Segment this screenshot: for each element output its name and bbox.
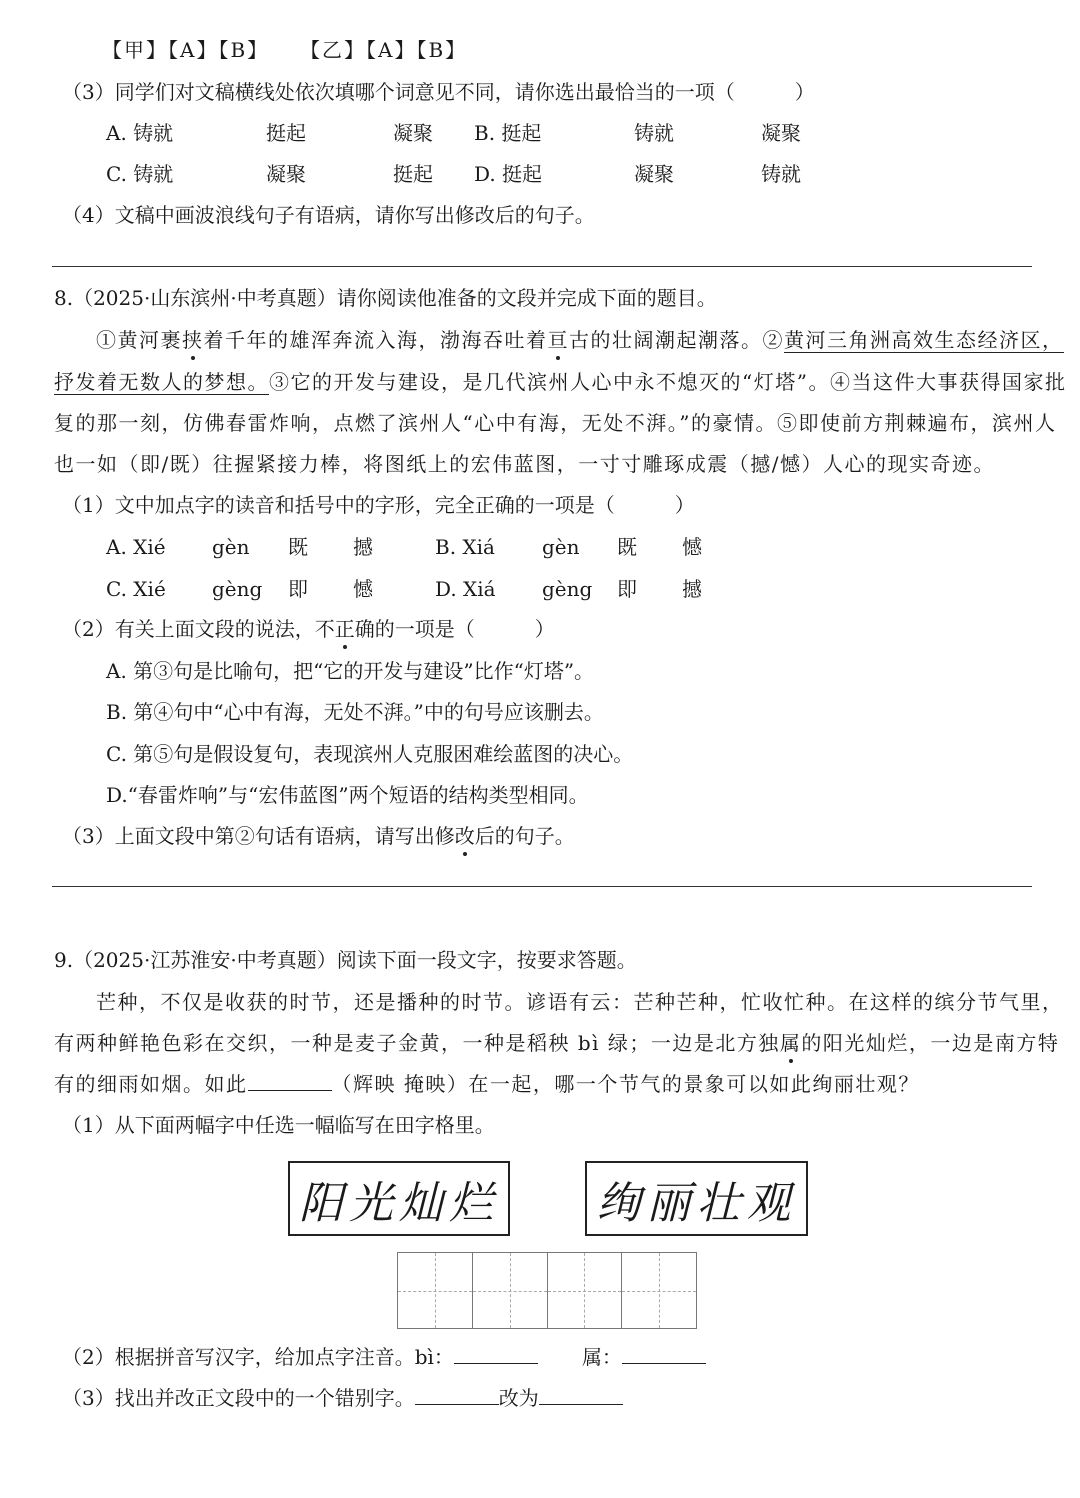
- dotted-char: 亘: [547, 328, 569, 352]
- q7-option-d-word3: 铸就: [761, 162, 801, 186]
- pinyin: gèn: [542, 535, 580, 559]
- yi-label: 【乙】【A】【B】: [300, 38, 468, 62]
- jia-label: 【甲】【A】【B】: [102, 38, 270, 62]
- char: 既: [288, 535, 308, 559]
- q9-passage-line3: 有的细雨如烟。如此 （辉映 掩映）在一起，哪一个节气的景象可以如此绚丽壮观？: [54, 1072, 920, 1096]
- calligraphy-sample-1: 阳光灿烂: [288, 1161, 510, 1236]
- pinyin: gèng: [212, 577, 263, 601]
- q8-sub1-option-d: D. Xiá: [435, 577, 496, 601]
- calligraphy-sample-2: 绚丽壮观: [585, 1161, 808, 1236]
- q9-sub1: （1）从下面两幅字中任选一幅临写在田字格里。: [62, 1113, 495, 1137]
- q8-passage-line1: ①黄河裹挟着千年的雄浑奔流入海，渤海吞吐着亘古的壮阔潮起潮落。②黄河三角洲高效生态经济区，: [96, 328, 1064, 352]
- pinyin: gèn: [212, 535, 250, 559]
- q7-option-a-word3: 凝聚: [393, 121, 433, 145]
- q8-sub3: （3）上面文段中第②句话有语病，请写出修改后的句子。: [62, 824, 575, 848]
- answer-blank-bi[interactable]: [454, 1363, 538, 1364]
- q7-option-b: B. 挺起: [474, 121, 542, 145]
- q8-passage-line4: 也一如（即/既）往握紧接力棒，将图纸上的宏伟蓝图，一寸寸雕琢成震（撼/憾）人心的现实奇迹。: [54, 452, 995, 476]
- q8-sub1-option-b: B. Xiá: [435, 535, 495, 559]
- q9-passage-line2: 有两种鲜艳色彩在交织，一种是麦子金黄，一种是稻秧 bì 绿；一边是北方独属的阳光灿烂，一边是南方特: [54, 1031, 1060, 1055]
- q9-passage-line1: 芒种，不仅是收获的时节，还是播种的时节。谚语有云：芒种芒种，忙收忙种。在这样的缤分节气里，: [96, 990, 1064, 1014]
- grid-cell[interactable]: [473, 1253, 548, 1328]
- q7-option-c-word3: 挺起: [393, 162, 433, 186]
- q8-sub1-option-a: A. Xié: [106, 535, 166, 559]
- q7-option-b-word2: 铸就: [634, 121, 674, 145]
- q7-option-d-word2: 凝聚: [634, 162, 674, 186]
- char: 憾: [682, 535, 702, 559]
- q8-title: 8.（2025·山东滨州·中考真题）请你阅读他准备的文段并完成下面的题目。: [54, 286, 717, 310]
- char: 憾: [353, 577, 373, 601]
- q9-sub3: （3）找出并改正文段中的一个错别字。 改为: [62, 1384, 623, 1412]
- q8-sub2: （2）有关上面文段的说法，不正确的一项是（ ）: [62, 617, 555, 641]
- q7-option-c: C. 铸就: [106, 162, 174, 186]
- dotted-char: 属: [779, 1031, 802, 1055]
- char: 即: [617, 577, 637, 601]
- underlined-sentence: 抒发着无数人的梦想。: [54, 370, 269, 394]
- tianzige-grid[interactable]: [397, 1252, 697, 1329]
- char: 撼: [682, 577, 702, 601]
- q8-sub2-option-c: C. 第⑤句是假设复句，表现滨州人克服困难绘蓝图的决心。: [106, 742, 634, 766]
- q8-sub1-option-c: C. Xié: [106, 577, 166, 601]
- grid-cell[interactable]: [398, 1253, 473, 1328]
- pinyin: gèng: [542, 577, 593, 601]
- q9-sub2: （2）根据拼音写汉字，给加点字注音。bì： 属：: [62, 1343, 706, 1371]
- char: 撼: [353, 535, 373, 559]
- q7-option-a-word2: 挺起: [266, 121, 306, 145]
- q8-passage-line2: 抒发着无数人的梦想。③它的开发与建设，是几代滨州人心中永不熄灭的“灯塔”。④当这件大事获得国家批: [54, 370, 1067, 394]
- q8-sub2-option-d: D.“春雷炸响”与“宏伟蓝图”两个短语的结构类型相同。: [106, 783, 589, 807]
- answer-blank-correct-char[interactable]: [539, 1404, 623, 1405]
- answer-blank-shu[interactable]: [622, 1363, 706, 1364]
- char: 即: [288, 577, 308, 601]
- grid-cell[interactable]: [622, 1253, 696, 1328]
- q7-sub4: （4）文稿中画波浪线句子有语病，请你写出修改后的句子。: [62, 203, 595, 227]
- fill-blank[interactable]: [248, 1090, 332, 1091]
- underlined-sentence: 黄河三角洲高效生态经济区，: [784, 328, 1064, 352]
- q8-sub2-option-a: A. 第③句是比喻句，把“它的开发与建设”比作“灯塔”。: [106, 659, 595, 683]
- q7-option-b-word3: 凝聚: [761, 121, 801, 145]
- q9-title: 9.（2025·江苏淮安·中考真题）阅读下面一段文字，按要求答题。: [54, 948, 637, 972]
- q7-option-a: A. 铸就: [106, 121, 174, 145]
- q8-passage-line3: 复的那一刻，仿佛春雷炸响，点燃了滨州人“心中有海，无处不湃。”的豪情。⑤即使前方荆棘遍布，滨州人: [54, 411, 1057, 435]
- dotted-word: 不正确: [314, 617, 375, 641]
- q7-option-d: D. 挺起: [474, 162, 543, 186]
- answer-line: [52, 266, 1032, 267]
- grid-cell[interactable]: [548, 1253, 623, 1328]
- q7-sub3: （3）同学们对文稿横线处依次填哪个词意见不同，请你选出最恰当的一项（ ）: [62, 80, 815, 104]
- q8-sub2-option-b: B. 第④句中“心中有海，无处不湃。”中的句号应该删去。: [106, 700, 604, 724]
- q7-option-c-word2: 凝聚: [266, 162, 306, 186]
- dotted-char: 挟: [182, 328, 204, 352]
- dotted-word: 修改后: [434, 824, 495, 848]
- q8-sub1: （1）文中加点字的读音和括号中的字形，完全正确的一项是（ ）: [62, 493, 695, 517]
- answer-line: [52, 886, 1032, 887]
- char: 既: [617, 535, 637, 559]
- answer-blank-wrong-char[interactable]: [415, 1404, 499, 1405]
